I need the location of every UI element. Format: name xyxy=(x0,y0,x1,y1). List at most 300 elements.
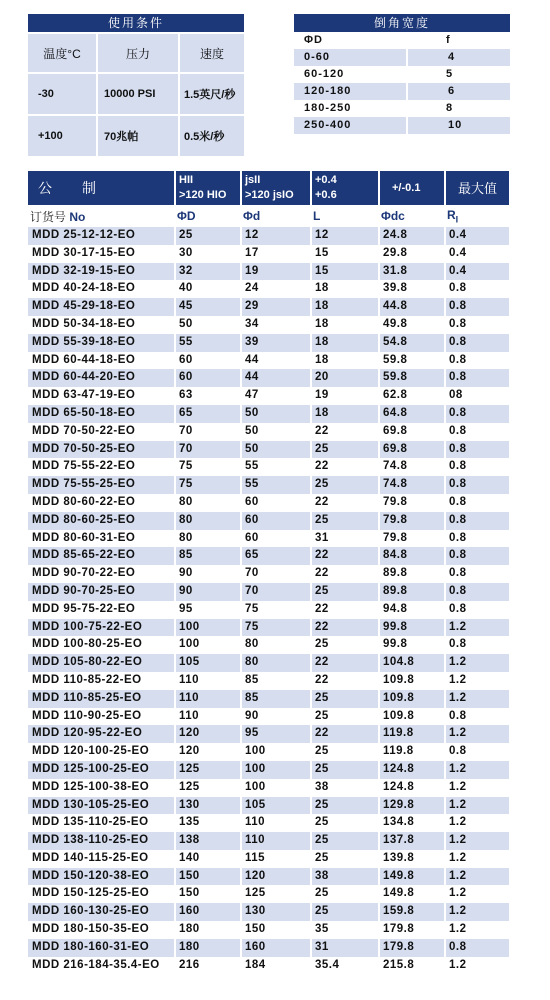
dc-cell: 79.8 xyxy=(378,494,444,512)
table-row xyxy=(28,619,509,637)
r-cell: 1.2 xyxy=(444,903,509,921)
dc-cell: 215.8 xyxy=(378,957,444,975)
d-cell: 63 xyxy=(174,387,240,405)
r-cell: 0.8 xyxy=(444,316,509,334)
d-cell: 120 xyxy=(174,743,240,761)
d-cell: 150 xyxy=(174,868,240,886)
r-cell: 0.8 xyxy=(444,352,509,370)
r-cell: 0.8 xyxy=(444,423,509,441)
chamfer-range-cell: 180-250 xyxy=(304,102,352,114)
order-number-cell: MDD 70-50-22-EO xyxy=(32,424,136,437)
table-row xyxy=(28,316,509,334)
header-metric-1: 公 xyxy=(38,179,52,196)
dd-cell: 85 xyxy=(240,690,310,708)
conditions-row xyxy=(28,74,244,114)
d-cell: 30 xyxy=(174,245,240,263)
d-cell: 90 xyxy=(174,583,240,601)
r-cell: 0.8 xyxy=(444,530,509,548)
order-number-cell: MDD 140-115-25-EO xyxy=(32,851,149,864)
chamfer-row xyxy=(294,83,510,100)
table-row xyxy=(28,547,509,565)
l-cell: 25 xyxy=(310,441,378,459)
table-row xyxy=(28,850,509,868)
d-cell: 55 xyxy=(174,334,240,352)
header-dd-tolerance xyxy=(240,171,310,205)
order-number-cell: MDD 60-44-20-EO xyxy=(28,369,174,387)
order-number-cell: MDD 150-125-25-EO xyxy=(32,887,150,900)
r-cell: 0.8 xyxy=(444,369,509,387)
table-row xyxy=(28,334,509,352)
table-row xyxy=(28,868,509,886)
dd-cell: 60 xyxy=(240,530,310,548)
d-cell: 80 xyxy=(174,530,240,548)
order-number-cell: MDD 60-44-18-EO xyxy=(32,353,136,366)
table-row xyxy=(28,423,509,441)
chamfer-title: 倒角宽度 xyxy=(294,14,510,32)
chamfer-range-cell: 0-60 xyxy=(294,49,406,66)
header-l-tol-2: +0.6 xyxy=(315,189,337,201)
dd-cell: 44 xyxy=(240,369,310,387)
order-number-cell: MDD 30-17-15-EO xyxy=(32,246,136,259)
r-cell: 1.2 xyxy=(444,619,509,637)
r-cell: 0.8 xyxy=(444,512,509,530)
d-cell: 60 xyxy=(174,369,240,387)
d-cell: 216 xyxy=(174,957,240,975)
d-cell: 95 xyxy=(174,601,240,619)
dd-cell: 95 xyxy=(240,725,310,743)
conditions-header-row xyxy=(28,34,244,72)
r-cell: 0.8 xyxy=(444,547,509,565)
order-no-text: No xyxy=(69,209,86,224)
r-cell: 0.8 xyxy=(444,405,509,423)
table-row xyxy=(28,708,509,726)
chamfer-row xyxy=(294,117,510,134)
table-row xyxy=(28,743,509,761)
dc-cell: 59.8 xyxy=(378,369,444,387)
l-cell: 25 xyxy=(310,708,378,726)
l-cell: 18 xyxy=(310,352,378,370)
l-cell: 25 xyxy=(310,885,378,903)
l-cell: 18 xyxy=(310,405,378,423)
conditions-cell: +100 xyxy=(28,116,96,156)
order-number-cell: MDD 90-70-22-EO xyxy=(32,567,136,580)
d-cell: 70 xyxy=(174,441,240,459)
header-metric-2: 制 xyxy=(82,179,96,196)
dc-cell: 74.8 xyxy=(378,476,444,494)
dd-cell: 85 xyxy=(240,672,310,690)
d-cell: 125 xyxy=(174,761,240,779)
dd-cell: 80 xyxy=(240,654,310,672)
d-cell: 180 xyxy=(174,921,240,939)
dc-cell: 49.8 xyxy=(378,316,444,334)
d-cell: 125 xyxy=(174,779,240,797)
d-cell: 100 xyxy=(174,636,240,654)
conditions-row xyxy=(28,116,244,156)
dd-cell: 105 xyxy=(240,797,310,815)
r-cell: 1.2 xyxy=(444,672,509,690)
l-cell: 18 xyxy=(310,316,378,334)
r-cell: 1.2 xyxy=(444,868,509,886)
col-l-label: L xyxy=(313,209,321,223)
r-cell: 0.8 xyxy=(444,743,509,761)
l-cell: 25 xyxy=(310,903,378,921)
d-cell: 50 xyxy=(174,316,240,334)
order-number-cell: MDD 50-34-18-EO xyxy=(32,317,136,330)
l-cell: 38 xyxy=(310,779,378,797)
dc-cell: 69.8 xyxy=(378,423,444,441)
table-row xyxy=(28,476,509,494)
header-l-tol-1: +0.4 xyxy=(315,174,337,186)
table-row xyxy=(28,725,509,743)
dd-cell: 120 xyxy=(240,868,310,886)
d-cell: 60 xyxy=(174,352,240,370)
header-d-tol-1: HII xyxy=(179,174,194,186)
dc-cell: 159.8 xyxy=(378,903,444,921)
l-cell: 25 xyxy=(310,832,378,850)
d-cell: 70 xyxy=(174,423,240,441)
header-d-tol-2: >120 HIO xyxy=(179,189,227,201)
l-cell: 31 xyxy=(310,530,378,548)
dc-cell: 31.8 xyxy=(378,263,444,281)
conditions-header-pressure: 压力 xyxy=(98,34,178,72)
r-cell: 1.2 xyxy=(444,654,509,672)
l-cell: 22 xyxy=(310,601,378,619)
order-number-cell: MDD 75-55-22-EO xyxy=(32,460,136,473)
dd-cell: 100 xyxy=(240,761,310,779)
order-number-cell: MDD 75-55-25-EO xyxy=(28,476,174,494)
r-cell: 0.8 xyxy=(444,636,509,654)
l-cell: 22 xyxy=(310,619,378,637)
order-number-cell: MDD 138-110-25-EO xyxy=(28,832,174,850)
l-cell: 22 xyxy=(310,423,378,441)
order-number-cell: MDD 125-100-25-EO xyxy=(28,761,174,779)
dc-cell: 94.8 xyxy=(378,601,444,619)
header-max-value: 最大值 xyxy=(444,171,509,205)
product-table-subheader xyxy=(28,205,509,227)
dd-cell: 55 xyxy=(240,476,310,494)
order-number-cell: MDD 130-105-25-EO xyxy=(28,797,174,815)
dc-cell: 129.8 xyxy=(378,797,444,815)
order-label-text: 订货号 xyxy=(30,209,67,224)
dc-cell: 39.8 xyxy=(378,280,444,298)
conditions-cell: 70兆帕 xyxy=(98,116,178,156)
dc-cell: 119.8 xyxy=(378,743,444,761)
r-cell: 1.2 xyxy=(444,690,509,708)
r-cell: 0.8 xyxy=(444,939,509,957)
col-d-label: ΦD xyxy=(177,209,196,223)
dd-cell: 130 xyxy=(240,903,310,921)
chamfer-range-cell: 120-180 xyxy=(294,83,406,100)
dd-cell: 50 xyxy=(240,441,310,459)
header-d-tolerance xyxy=(174,171,240,205)
d-cell: 40 xyxy=(174,280,240,298)
dd-cell: 100 xyxy=(240,779,310,797)
d-cell: 138 xyxy=(174,832,240,850)
dd-cell: 70 xyxy=(240,565,310,583)
conditions-cell: -30 xyxy=(28,74,96,114)
order-number-cell: MDD 100-75-22-EO xyxy=(28,619,174,637)
dd-cell: 160 xyxy=(240,939,310,957)
product-table-header xyxy=(28,171,509,205)
d-cell: 80 xyxy=(174,512,240,530)
table-row xyxy=(28,227,509,245)
l-cell: 22 xyxy=(310,672,378,690)
l-cell: 25 xyxy=(310,512,378,530)
r-cell: 0.8 xyxy=(444,708,509,726)
r-cell: 1.2 xyxy=(444,957,509,975)
l-cell: 25 xyxy=(310,761,378,779)
table-row xyxy=(28,352,509,370)
order-number-cell: MDD 55-39-18-EO xyxy=(28,334,174,352)
order-number-cell: MDD 150-120-38-EO xyxy=(28,868,174,886)
l-cell: 25 xyxy=(310,583,378,601)
chamfer-table xyxy=(294,14,510,134)
d-cell: 140 xyxy=(174,850,240,868)
chamfer-row xyxy=(294,100,510,117)
table-row xyxy=(28,779,509,797)
dc-cell: 104.8 xyxy=(378,654,444,672)
header-dd-tol-1: jsII xyxy=(245,174,261,186)
l-cell: 12 xyxy=(310,227,378,245)
l-cell: 35 xyxy=(310,921,378,939)
order-number-cell: MDD 110-85-25-EO xyxy=(28,690,174,708)
d-cell: 120 xyxy=(174,725,240,743)
chamfer-row xyxy=(294,49,510,66)
chamfer-row xyxy=(294,66,510,83)
dd-cell: 115 xyxy=(240,850,310,868)
dd-cell: 100 xyxy=(240,743,310,761)
d-cell: 32 xyxy=(174,263,240,281)
l-cell: 35.4 xyxy=(310,957,378,975)
conditions-header-speed: 速度 xyxy=(180,34,244,72)
header-dd-tol-2: >120 jsIO xyxy=(245,189,294,201)
table-row xyxy=(28,441,509,459)
d-cell: 25 xyxy=(174,227,240,245)
r-cell: 0.8 xyxy=(444,565,509,583)
table-row xyxy=(28,885,509,903)
l-cell: 38 xyxy=(310,868,378,886)
chamfer-f-cell: 6 xyxy=(406,83,510,100)
dc-cell: 149.8 xyxy=(378,885,444,903)
table-row xyxy=(28,921,509,939)
d-cell: 130 xyxy=(174,797,240,815)
r-cell: 1.2 xyxy=(444,814,509,832)
conditions-cell: 1.5英尺/秒 xyxy=(180,74,244,114)
r-cell: 0.8 xyxy=(444,494,509,512)
order-number-cell: MDD 90-70-25-EO xyxy=(28,583,174,601)
order-number-cell: MDD 40-24-18-EO xyxy=(32,282,136,295)
r-cell: 0.8 xyxy=(444,298,509,316)
conditions-table xyxy=(28,14,244,156)
l-cell: 25 xyxy=(310,690,378,708)
table-row xyxy=(28,957,509,975)
chamfer-f-cell: 8 xyxy=(446,102,454,114)
dd-cell: 50 xyxy=(240,405,310,423)
d-cell: 80 xyxy=(174,494,240,512)
dc-cell: 24.8 xyxy=(378,227,444,245)
r-cell: 0.8 xyxy=(444,280,509,298)
r-cell: 1.2 xyxy=(444,725,509,743)
header-metric xyxy=(28,171,174,205)
l-cell: 22 xyxy=(310,725,378,743)
l-cell: 31 xyxy=(310,939,378,957)
order-number-cell: MDD 110-90-25-EO xyxy=(32,709,142,722)
table-row xyxy=(28,832,509,850)
l-cell: 22 xyxy=(310,458,378,476)
table-row xyxy=(28,797,509,815)
table-row xyxy=(28,761,509,779)
order-number-cell: MDD 80-60-31-EO xyxy=(32,531,136,544)
dd-cell: 110 xyxy=(240,814,310,832)
d-cell: 110 xyxy=(174,708,240,726)
d-cell: 65 xyxy=(174,405,240,423)
d-cell: 105 xyxy=(174,654,240,672)
dc-cell: 79.8 xyxy=(378,530,444,548)
r-cell: 1.2 xyxy=(444,850,509,868)
r-cell: 0.8 xyxy=(444,476,509,494)
d-cell: 90 xyxy=(174,565,240,583)
dd-cell: 29 xyxy=(240,298,310,316)
dd-cell: 55 xyxy=(240,458,310,476)
chamfer-header-d: ΦD xyxy=(304,34,323,46)
dd-cell: 34 xyxy=(240,316,310,334)
dd-cell: 65 xyxy=(240,547,310,565)
table-row xyxy=(28,298,509,316)
conditions-cell: 10000 PSI xyxy=(98,74,178,114)
dc-cell: 99.8 xyxy=(378,619,444,637)
r-cell: 0.8 xyxy=(444,458,509,476)
table-row xyxy=(28,458,509,476)
order-number-cell: MDD 180-160-31-EO xyxy=(28,939,174,957)
col-r-text: R xyxy=(447,207,456,222)
dc-cell: 74.8 xyxy=(378,458,444,476)
dd-cell: 125 xyxy=(240,885,310,903)
dc-cell: 62.8 xyxy=(378,387,444,405)
l-cell: 25 xyxy=(310,476,378,494)
order-number-cell: MDD 85-65-22-EO xyxy=(28,547,174,565)
order-number-cell: MDD 63-47-19-EO xyxy=(32,389,136,402)
table-row xyxy=(28,494,509,512)
order-number-cell: MDD 80-60-25-EO xyxy=(28,512,174,530)
r-cell: 1.2 xyxy=(444,885,509,903)
table-row xyxy=(28,387,509,405)
conditions-header-temp: 温度°C xyxy=(28,34,96,72)
dc-cell: 84.8 xyxy=(378,547,444,565)
l-cell: 18 xyxy=(310,280,378,298)
table-row xyxy=(28,583,509,601)
order-number-cell: MDD 80-60-22-EO xyxy=(32,495,136,508)
chamfer-header-f: f xyxy=(446,34,451,46)
l-cell: 22 xyxy=(310,565,378,583)
d-cell: 110 xyxy=(174,690,240,708)
d-cell: 135 xyxy=(174,814,240,832)
order-number-cell: MDD 32-19-15-EO xyxy=(28,263,174,281)
dc-cell: 119.8 xyxy=(378,725,444,743)
col-r-subscript: I xyxy=(455,214,459,225)
r-cell: 0.8 xyxy=(444,583,509,601)
r-cell: 0.4 xyxy=(444,263,509,281)
col-dd-label: Φd xyxy=(243,209,261,223)
l-cell: 15 xyxy=(310,263,378,281)
d-cell: 85 xyxy=(174,547,240,565)
dc-cell: 59.8 xyxy=(378,352,444,370)
dd-cell: 44 xyxy=(240,352,310,370)
table-row xyxy=(28,690,509,708)
dd-cell: 184 xyxy=(240,957,310,975)
l-cell: 25 xyxy=(310,850,378,868)
order-number-cell: MDD 135-110-25-EO xyxy=(32,816,149,829)
order-number-cell: MDD 105-80-22-EO xyxy=(28,654,174,672)
l-cell: 15 xyxy=(310,245,378,263)
d-cell: 75 xyxy=(174,476,240,494)
table-row xyxy=(28,636,509,654)
table-row xyxy=(28,601,509,619)
conditions-cell: 0.5米/秒 xyxy=(180,116,244,156)
product-table xyxy=(28,171,509,974)
order-number-cell: MDD 120-95-22-EO xyxy=(28,725,174,743)
r-cell: 1.2 xyxy=(444,797,509,815)
dc-cell: 54.8 xyxy=(378,334,444,352)
order-number-cell: MDD 95-75-22-EO xyxy=(32,602,136,615)
table-row xyxy=(28,530,509,548)
dc-cell: 69.8 xyxy=(378,441,444,459)
table-row xyxy=(28,369,509,387)
dc-cell: 137.8 xyxy=(378,832,444,850)
table-row xyxy=(28,903,509,921)
order-number-cell: MDD 65-50-18-EO xyxy=(28,405,174,423)
dc-cell: 109.8 xyxy=(378,690,444,708)
chamfer-f-cell: 10 xyxy=(406,117,510,134)
dd-cell: 75 xyxy=(240,619,310,637)
dc-cell: 109.8 xyxy=(378,672,444,690)
l-cell: 19 xyxy=(310,387,378,405)
r-cell: 1.2 xyxy=(444,779,509,797)
dd-cell: 150 xyxy=(240,921,310,939)
order-number-cell: MDD 120-100-25-EO xyxy=(32,745,150,758)
order-number-cell: MDD 160-130-25-EO xyxy=(28,903,174,921)
table-row xyxy=(28,565,509,583)
col-r-label xyxy=(444,208,509,224)
d-cell: 150 xyxy=(174,885,240,903)
l-cell: 22 xyxy=(310,494,378,512)
dd-cell: 47 xyxy=(240,387,310,405)
r-cell: 0.4 xyxy=(444,245,509,263)
l-cell: 25 xyxy=(310,797,378,815)
order-number-cell: MDD 125-100-38-EO xyxy=(32,780,150,793)
table-row xyxy=(28,405,509,423)
dd-cell: 24 xyxy=(240,280,310,298)
chamfer-body xyxy=(294,49,510,134)
l-cell: 22 xyxy=(310,547,378,565)
dc-cell: 149.8 xyxy=(378,868,444,886)
chamfer-header-row xyxy=(294,32,510,49)
dd-cell: 60 xyxy=(240,494,310,512)
chamfer-f-cell: 5 xyxy=(446,68,454,80)
chamfer-range-cell: 250-400 xyxy=(294,117,406,134)
dd-cell: 75 xyxy=(240,601,310,619)
r-cell: 1.2 xyxy=(444,832,509,850)
product-table-body xyxy=(28,227,509,974)
table-row xyxy=(28,512,509,530)
order-number-cell: MDD 100-80-25-EO xyxy=(32,638,143,651)
r-cell: 0.4 xyxy=(444,227,509,245)
l-cell: 18 xyxy=(310,298,378,316)
order-number-cell: MDD 180-150-35-EO xyxy=(32,923,150,936)
r-cell: 0.8 xyxy=(444,334,509,352)
dc-cell: 134.8 xyxy=(378,814,444,832)
table-row xyxy=(28,263,509,281)
table-row xyxy=(28,672,509,690)
